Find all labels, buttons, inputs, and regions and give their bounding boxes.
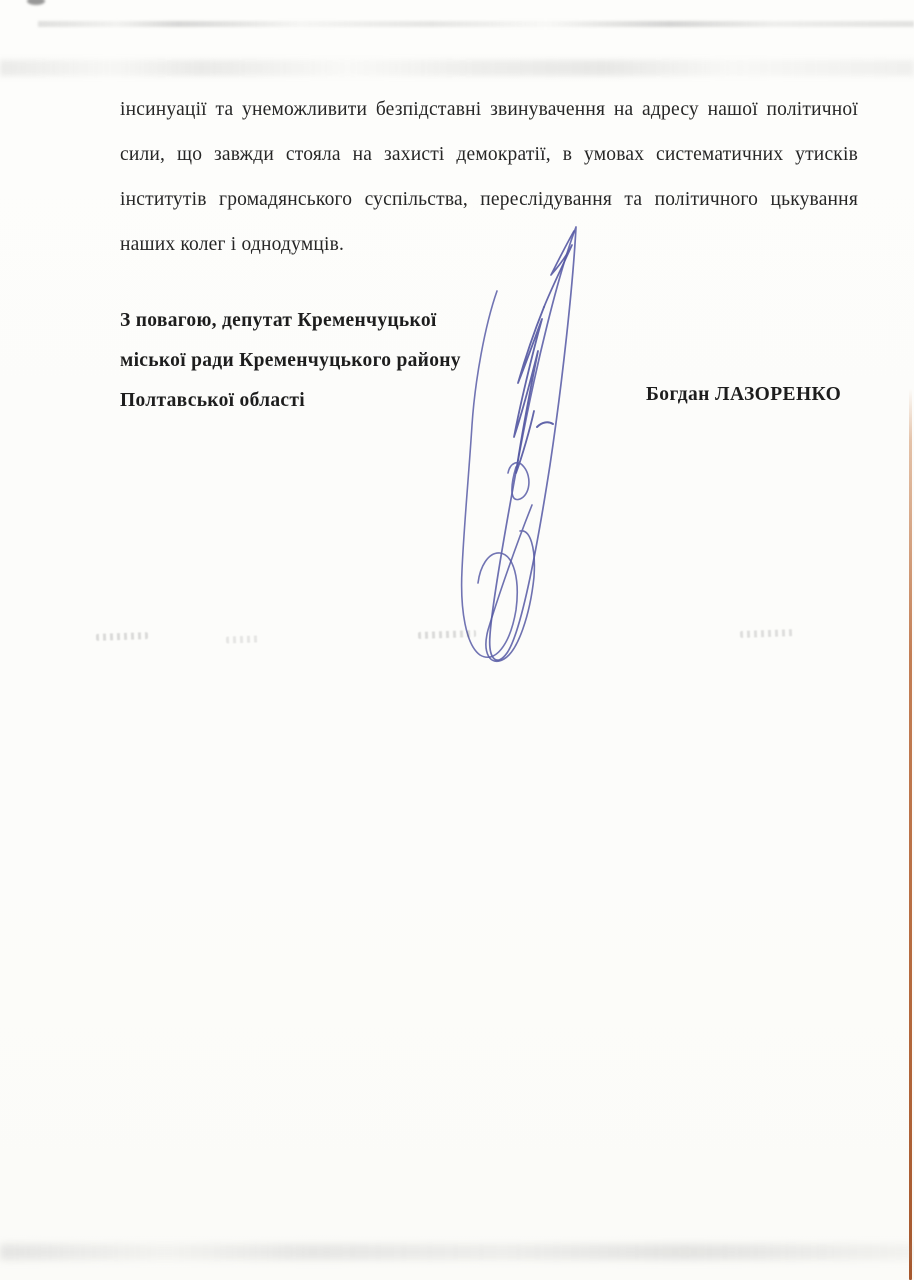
page-edge-line bbox=[909, 388, 912, 1280]
signoff-line-1: З повагою, депутат Кременчуцької bbox=[120, 310, 437, 331]
signoff-line-2: міської ради Кременчуцького району bbox=[120, 350, 461, 371]
body-paragraph: інсинуації та унеможливити безпідставні звинувачення на адресу нашої політичної сили, що завжди стояла на захисті демократії, в умовах систематичних утисків інститутів громадянського суспільства, переслідування та політичного цькування наших колег і однодумців. bbox=[120, 99, 858, 255]
signoff-line-3: Полтавської області bbox=[120, 390, 305, 411]
smudge-mark bbox=[740, 629, 796, 638]
scan-bleedthrough-line-top bbox=[38, 21, 914, 27]
signatory-name: Богдан ЛАЗОРЕНКО bbox=[646, 384, 842, 405]
scan-corner-artifact bbox=[27, 0, 45, 5]
bottom-scan-shadow bbox=[0, 1244, 914, 1260]
smudge-mark bbox=[226, 635, 258, 643]
smudge-mark bbox=[96, 632, 148, 641]
scan-bleedthrough-line-second bbox=[0, 60, 914, 76]
handwritten-signature bbox=[440, 215, 600, 675]
